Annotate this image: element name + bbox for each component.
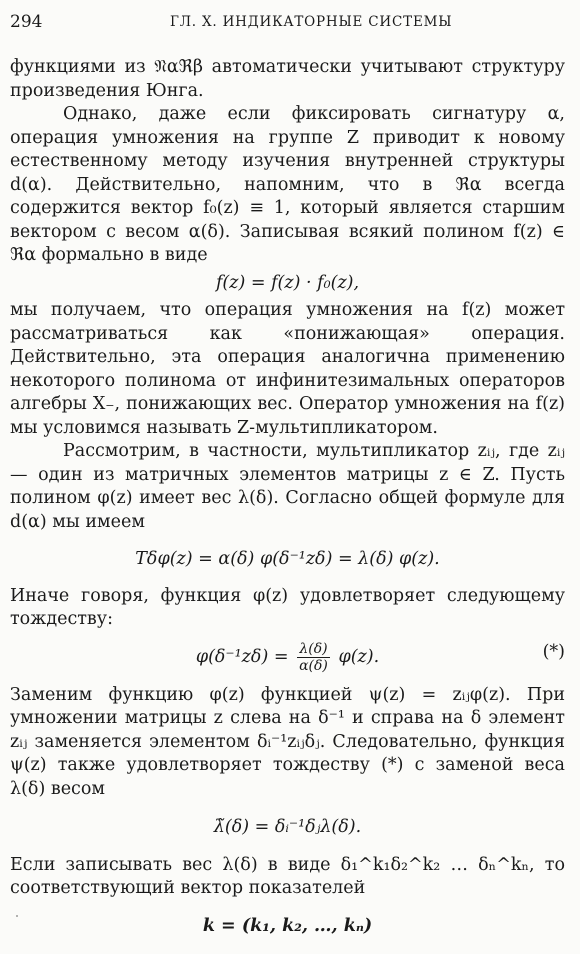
page-body	[10, 56, 565, 938]
paragraph-6: Заменим функцию φ(z) функцией ψ(z) = zᵢⱼφ(z). При умножении матрицы z слева на δ⁻¹ и справа на δ элемент zᵢⱼ заменяется элементом δᵢ⁻¹zᵢⱼδⱼ. Следовательно, функция ψ(z) также удовлетворяет тождеству (*) с заменой веса λ(δ) весом	[10, 684, 565, 799]
paragraph-4: Рассмотрим, в частности, мультипликатор zᵢⱼ, где zᵢⱼ — один из матричных элементов матрицы z ∈ Z. Пусть полином φ(z) имеет вес λ(δ). Согласно общей формуле для d(α) мы имеем	[10, 441, 565, 532]
formula-identity-star	[10, 641, 565, 674]
fraction-numerator: λ(δ)	[297, 641, 330, 658]
formula-identity-rhs: φ(z).	[338, 646, 380, 667]
formula-new-weight: λ̃(δ) = δᵢ⁻¹δⱼλ(δ).	[213, 817, 362, 837]
paragraph-1: функциями из 𝔑αℜβ автоматически учитывают структуру произведения Юнга.	[10, 57, 565, 101]
formula-fraction	[297, 641, 330, 674]
paragraph-7: Если записывать вес λ(δ) в виде δ₁^k₁δ₂^k₂ … δₙ^kₙ, то соответствующий вектор показателей	[10, 854, 565, 898]
equation-tag: (*)	[542, 641, 565, 662]
running-title: ГЛ. X. ИНДИКАТОРНЫЕ СИСТЕМЫ	[170, 14, 453, 30]
paragraph-2: Однако, даже если фиксировать сигнатуру α, операция умножения на группе Z приводит к новому естественному методу изучения внутренней структуры d(α). Действительно, напомним, что в ℜα всегда содержится вектор f₀(z) ≡ 1, который является старшим вектором с весом α(δ). Записывая всякий полином f(z) ∈ ℜα формально в виде	[10, 104, 565, 265]
paragraph-3: мы получаем, что операция умножения на f(z) может рассматриваться как «понижающая» операция. Действительно, эта операция аналогична применению некоторого полинома от инфинитезимальных операторов алгебры X₋, понижающих вес. Оператор умножения на f(z) мы условимся называть Z-мультипликатором.	[10, 300, 565, 438]
paragraph-5: Иначе говоря, функция φ(z) удовлетворяет следующему тождеству:	[10, 585, 565, 629]
formula-t-delta: Tδφ(z) = α(δ) φ(δ⁻¹zδ) = λ(δ) φ(z).	[135, 549, 440, 569]
fraction-denominator: α(δ)	[299, 657, 328, 674]
formula-exponent-vector: k = (k₁, k₂, …, kₙ)	[202, 915, 373, 936]
formula-f-product: f(z) = f(z) · f₀(z),	[215, 272, 360, 293]
print-speck	[16, 915, 18, 917]
page-number: 294	[10, 12, 43, 32]
page-header	[10, 12, 562, 38]
formula-identity-lhs: φ(δ⁻¹zδ) =	[195, 646, 289, 667]
